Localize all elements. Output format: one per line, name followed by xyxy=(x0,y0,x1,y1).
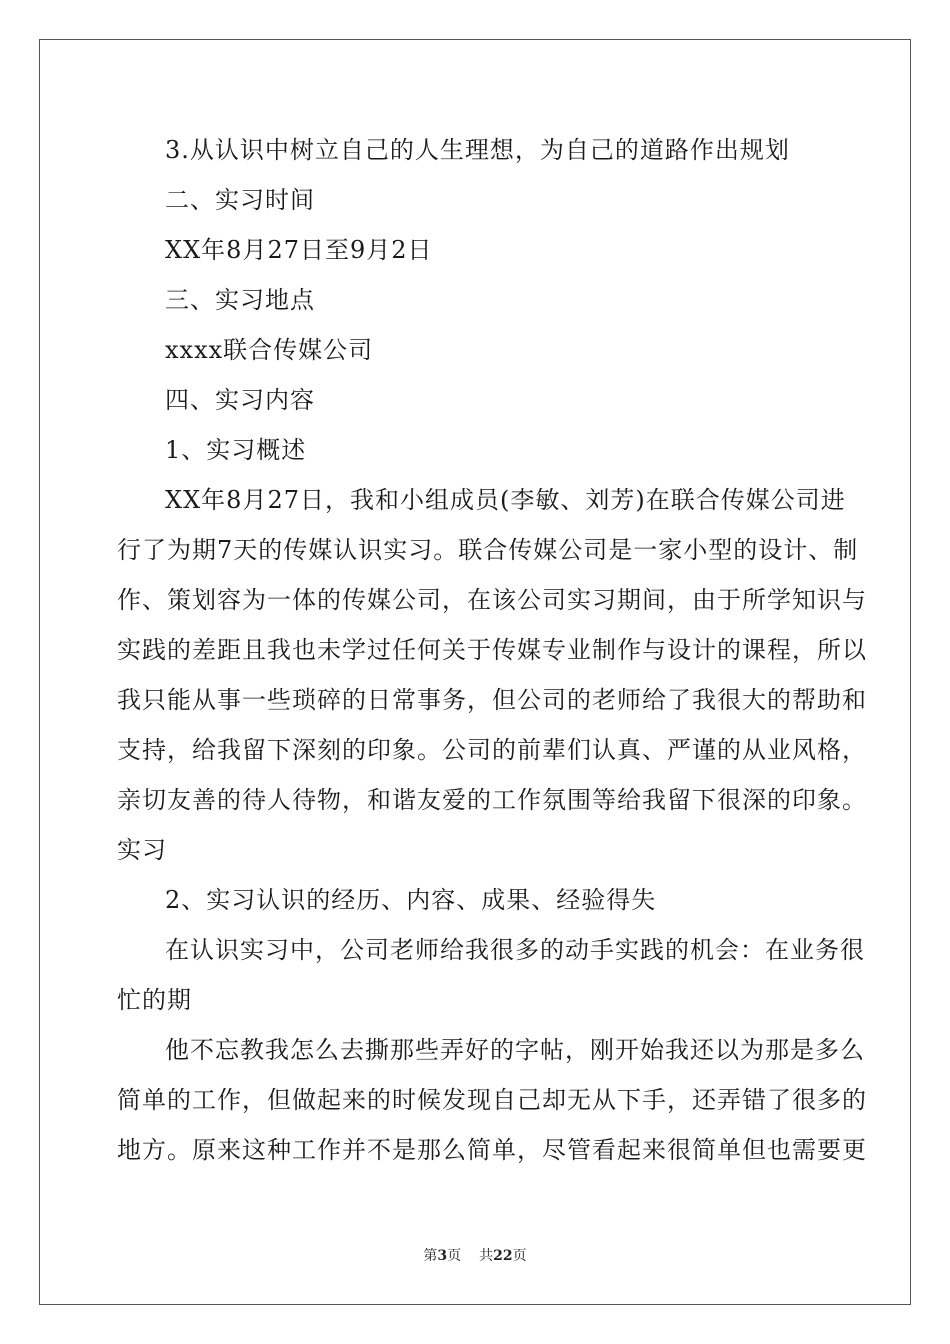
text-line: 3.从认识中树立自己的人生理想，为自己的道路作出规划 xyxy=(165,136,790,164)
text-line: 实习 xyxy=(117,836,167,864)
text-line: xxxx联合传媒公司 xyxy=(165,336,374,364)
footer-total-prefix: 共 xyxy=(479,1248,494,1264)
text-line: 亲切友善的待人待物，和谐友爱的工作氛围等给我留下很深的印象。 xyxy=(117,786,867,814)
footer-total-suffix: 页 xyxy=(512,1248,527,1264)
text-line: 我只能从事一些琐碎的日常事务，但公司的老师给了我很大的帮助和 xyxy=(117,686,867,714)
footer-page-suffix: 页 xyxy=(447,1248,462,1264)
text-line: 支持，给我留下深刻的印象。公司的前辈们认真、严谨的从业风格， xyxy=(117,736,867,764)
text-line: XX年8月27日，我和小组成员(李敏、刘芳)在联合传媒公司进 xyxy=(165,486,846,514)
text-line: 二、实习时间 xyxy=(165,186,315,214)
footer-page-prefix: 第 xyxy=(423,1248,438,1264)
document-body xyxy=(117,125,867,1175)
text-line: 作、策划容为一体的传媒公司，在该公司实习期间，由于所学知识与 xyxy=(117,586,867,614)
text-line: 四、实习内容 xyxy=(165,386,315,414)
text-line: 简单的工作，但做起来的时候发现自己却无从下手，还弄错了很多的 xyxy=(117,1086,867,1114)
text-line: 在认识实习中，公司老师给我很多的动手实践的机会：在业务很 xyxy=(165,936,865,964)
text-line: 行了为期7天的传媒认识实习。联合传媒公司是一家小型的设计、制 xyxy=(117,536,859,564)
text-line: 地方。原来这种工作并不是那么简单，尽管看起来很简单但也需要更 xyxy=(117,1136,867,1164)
text-line: 实践的差距且我也未学过任何关于传媒专业制作与设计的课程，所以 xyxy=(117,636,867,664)
text-line: 2、实习认识的经历、内容、成果、经验得失 xyxy=(165,886,657,914)
text-line: 1、实习概述 xyxy=(165,436,307,464)
text-line: XX年8月27日至9月2日 xyxy=(165,236,433,264)
text-line: 忙的期 xyxy=(117,986,192,1014)
footer-page-number: 3 xyxy=(437,1248,448,1264)
page-footer xyxy=(0,1246,950,1266)
footer-total-number: 22 xyxy=(493,1248,513,1264)
text-line: 三、实习地点 xyxy=(165,286,315,314)
text-line: 他不忘教我怎么去撕那些弄好的字帖，刚开始我还以为那是多么 xyxy=(165,1036,865,1064)
